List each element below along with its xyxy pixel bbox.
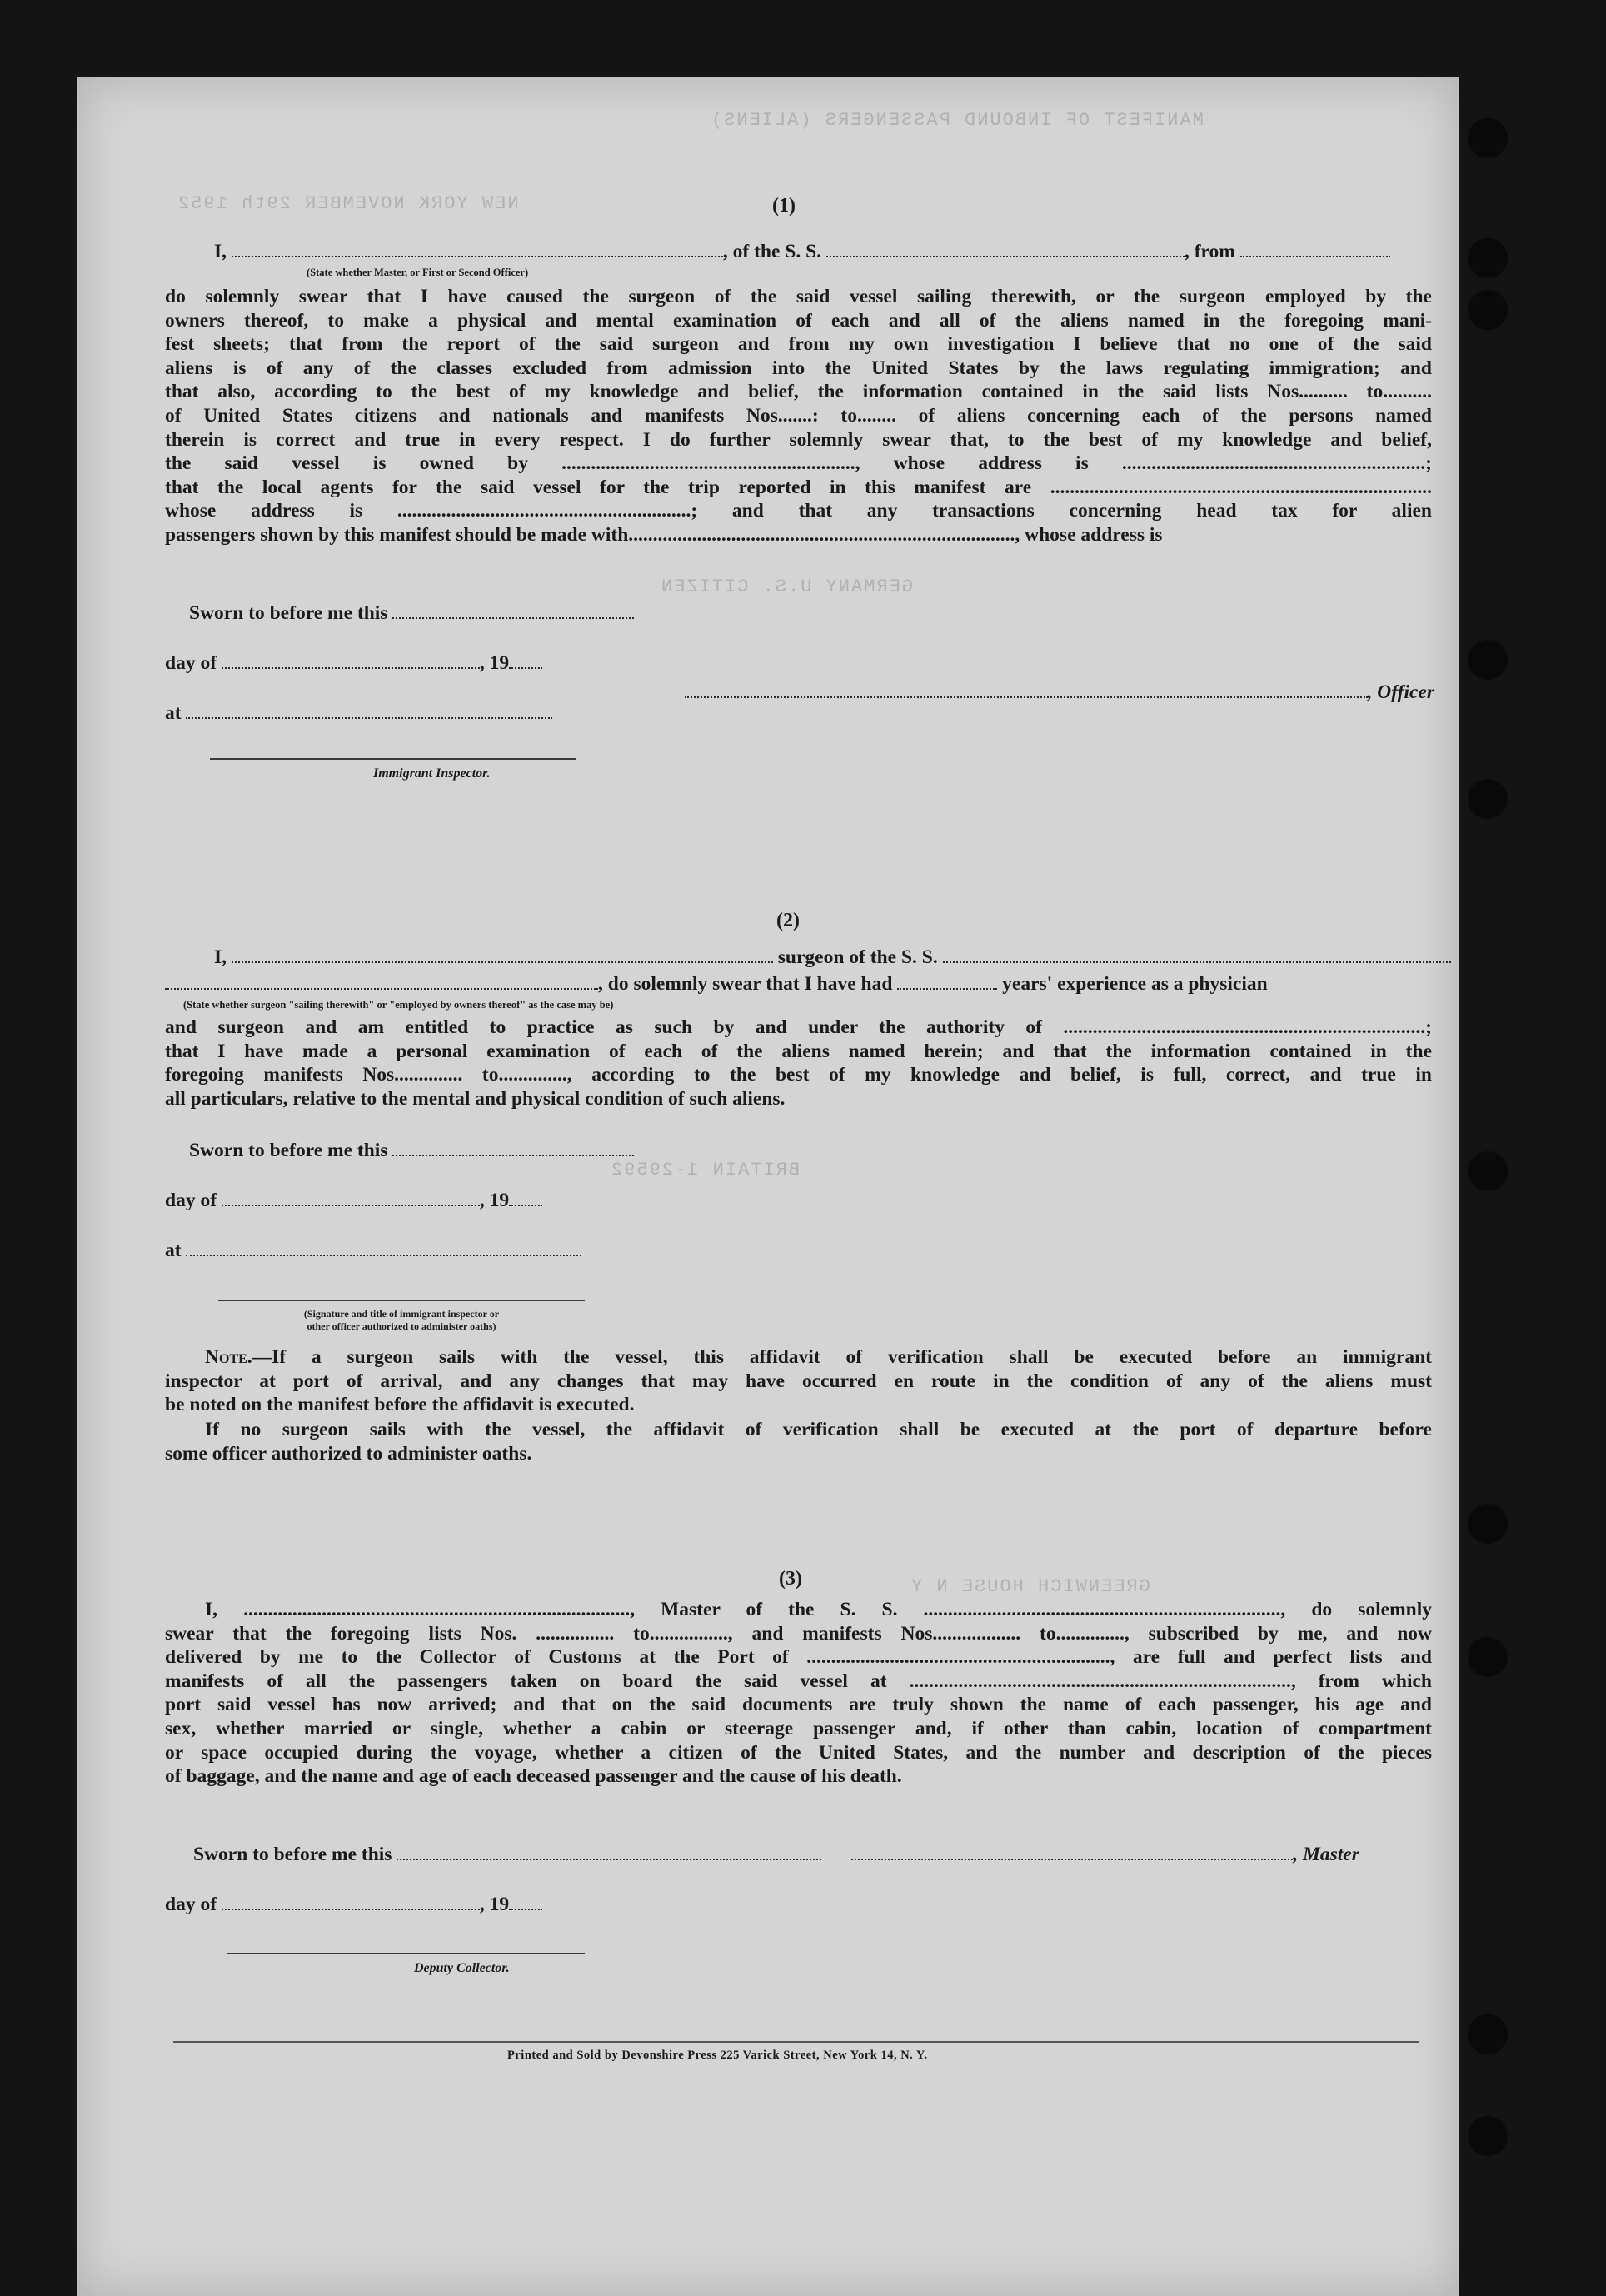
bleed-through-text: GERMANY U.S. CITIZEN	[660, 576, 914, 597]
vessel-name-blank[interactable]	[826, 256, 1185, 257]
section-1-sworn-line: Sworn to before me this	[189, 601, 634, 625]
section-2-signature-caption-2: other officer authorized to administer oaths)	[307, 1320, 496, 1332]
section-3-day-line: day of , 19	[165, 1893, 542, 1916]
section-2-day-blank[interactable]	[222, 1205, 480, 1206]
section-1-officer-line: , Officer	[543, 681, 1434, 704]
section-2-second-line: , do solemnly swear that I have had years' experience as a physician	[165, 972, 1268, 996]
punch-hole	[1468, 1637, 1508, 1677]
document-page	[77, 77, 1459, 2296]
immigrant-inspector-label: Immigrant Inspector.	[373, 766, 491, 781]
section-1-number: (1)	[772, 195, 796, 217]
section-2-oath-paragraph: and surgeon and am entitled to practice as such by and under the authority of ..........................................................................; that I have made a personal examination of each of the aliens named herein; and that the information contained in the foregoing manifests Nos.............. to.............., according to the best of my knowledge and belief, is full, correct, and true in all particulars, relative to the mental and physical condition of such aliens.	[165, 1016, 1432, 1110]
section-1-first-line: I, , of the S. S. , from	[214, 240, 1439, 263]
section-3-sworn-blank[interactable]	[397, 1859, 821, 1860]
section-3-day-blank[interactable]	[222, 1909, 480, 1910]
section-3-sworn-line: Sworn to before me this , Master	[193, 1844, 1359, 1865]
punch-hole	[1468, 1504, 1508, 1544]
surgeon-name-blank[interactable]	[232, 961, 773, 963]
section-2-sworn-line: Sworn to before me this	[189, 1139, 634, 1162]
section-1-at-line: at	[165, 701, 552, 725]
punch-hole	[1468, 779, 1508, 819]
section-1-inspector-signature-line	[210, 758, 576, 760]
section-1-oath-paragraph: do solemnly swear that I have caused the surgeon of the said vessel sailing therewith, or the surgeon employed by the owners thereof, to make a physical and mental examination of each and all of the aliens named in the foregoing mani- fest sheets; that from the report of the said surgeon and from my own investigation I believe that no one of the said aliens is of any of the classes excluded from admission into the United States by the laws regulating immigration; and that also, according to the best of my knowledge and belief, the information contained in the said lists Nos.......... to.......... of United States citizens and nationals and manifests Nos.......: to........ of aliens concerning each of the persons named therein is correct and true in every respect. I do further solemnly swear that, to the best of my knowledge and belief, the said vessel is owned by ............................................................, whose address is ..............................................................; that the local agents for the said vessel for the trip reported in this manifest are .............................................................................. whose address is ............................................................; and that any transactions concerning head tax for alien passengers shown by this manifest should be made with..............................................................................., whose address is	[165, 286, 1432, 546]
section-2-first-line: I, surgeon of the S. S.	[214, 946, 1451, 969]
section-2-at-blank[interactable]	[186, 1255, 581, 1256]
section-1-sworn-blank[interactable]	[392, 617, 634, 619]
punch-hole	[1468, 290, 1508, 330]
section-1-day-blank[interactable]	[222, 667, 480, 669]
note-paragraph: Note.—If a surgeon sails with the vessel, this affidavit of verification shall be executed before an immigrant inspector at port of arrival, and any changes that may have occurred en route in the condition of any of the aliens must be noted on the manifest before the affidavit is executed.	[165, 1346, 1432, 1416]
section-1-year-blank[interactable]	[509, 667, 542, 669]
section-3-collector-signature-line	[227, 1953, 585, 1954]
section-1-officer-signature-blank[interactable]	[685, 696, 1368, 698]
printer-imprint: Printed and Sold by Devonshire Press 225 Varick Street, New York 14, N. Y.	[507, 2049, 928, 2062]
bleed-through-text: NEW YORK NOVEMBER 29th 1952	[177, 193, 519, 214]
section-2-at-line: at	[165, 1239, 581, 1262]
punch-hole	[1468, 640, 1508, 680]
section-1-line-caption: (State whether Master, or First or Second Officer)	[307, 267, 529, 278]
note-second-paragraph: If no surgeon sails with the vessel, the affidavit of verification shall be executed at the port of departure before some officer authorized to administer oaths.	[165, 1419, 1432, 1465]
punch-hole	[1468, 2116, 1508, 2156]
section-2-signature-caption-1: (Signature and title of immigrant inspector or	[303, 1308, 500, 1320]
bleed-through-text: BRITAIN 1-29592	[610, 1160, 801, 1180]
section-2-day-line: day of , 19	[165, 1189, 542, 1212]
punch-hole	[1468, 238, 1508, 278]
bleed-through-text: MANIFEST OF INBOUND PASSENGERS (ALIENS)	[710, 110, 1204, 131]
section-3-number: (3)	[779, 1568, 802, 1590]
punch-hole	[1468, 1151, 1508, 1191]
section-3-oath-paragraph: I, ..............................................................................., Master of the S. S. ........................................................................., do solemnly swear that the foregoing lists Nos. ................ to................, and manifests Nos.................. to.............., subscribed by me, and now delivered by me to the Collector of Customs at the Port of .............................................................., are full and perfect lists and manifests of all the passengers taken on board the said vessel at .............................................................................., from which port said vessel has now arrived; and that on the said documents are truly shown the name of each passenger, his age and sex, whether married or single, whether a cabin or steerage passenger and, if other than cabin, location of compartment or space occupied during the voyage, whether a citizen of the United States, and the number and description of the pieces of baggage, and the name and age of each deceased passenger and the cause of his death.	[165, 1599, 1432, 1788]
section-2-year-blank[interactable]	[509, 1205, 542, 1206]
deputy-collector-label: Deputy Collector.	[414, 1961, 510, 1975]
section-2-signature-line	[218, 1300, 585, 1301]
surgeon-type-blank[interactable]	[165, 988, 598, 990]
section-2-caption: (State whether surgeon "sailing therewith" or "employed by owners thereof" as the case may be)	[183, 999, 614, 1011]
section-2-vessel-blank[interactable]	[943, 961, 1451, 963]
punch-hole	[1468, 2014, 1508, 2054]
section-3-year-blank[interactable]	[509, 1909, 542, 1910]
years-experience-blank[interactable]	[897, 988, 997, 990]
footer-rule	[173, 2041, 1419, 2043]
section-1-at-blank[interactable]	[186, 717, 552, 719]
bleed-through-text: GREENWICH HOUSE N Y	[910, 1576, 1150, 1597]
punch-hole	[1468, 118, 1508, 158]
officer-name-blank[interactable]	[232, 256, 723, 257]
master-signature-blank[interactable]	[851, 1859, 1293, 1860]
section-1-day-line: day of , 19	[165, 651, 542, 675]
section-2-number: (2)	[776, 910, 800, 931]
departure-port-blank[interactable]	[1240, 256, 1390, 257]
section-2-sworn-blank[interactable]	[392, 1155, 634, 1156]
